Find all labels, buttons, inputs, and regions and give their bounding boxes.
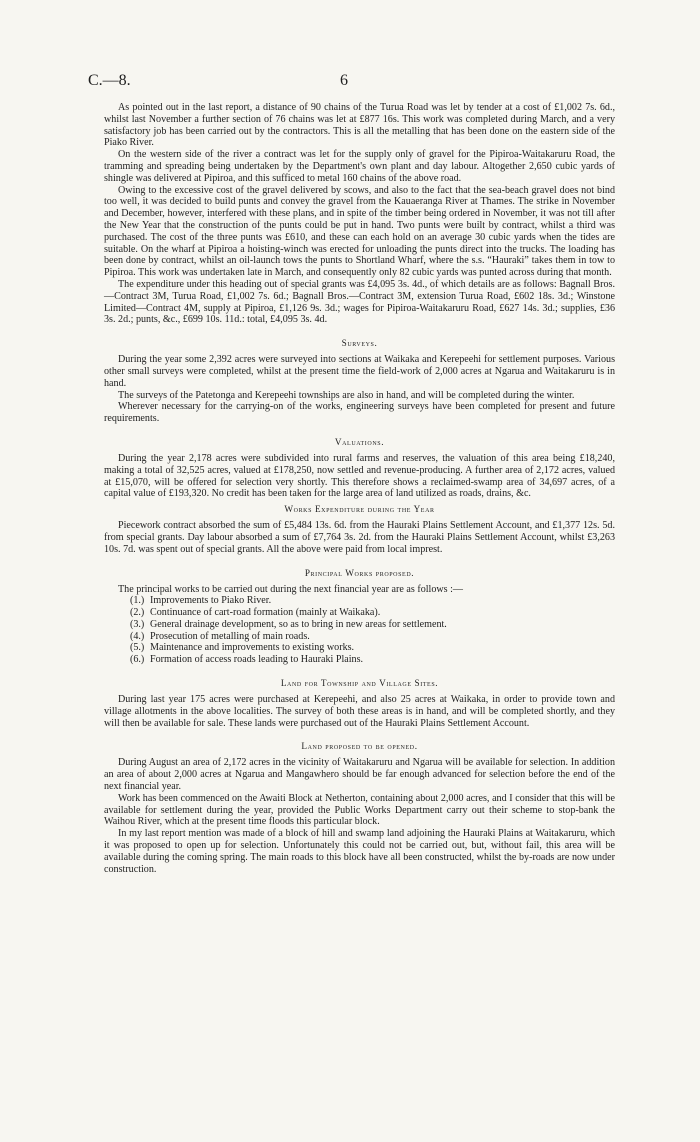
section-valuations [104, 437, 615, 500]
list-item [130, 607, 615, 619]
section-land-proposed [104, 741, 615, 875]
list-number: (1.) [130, 595, 145, 607]
section-heading: Land for Township and Village Sites. [280, 678, 439, 689]
list-text: Prosecution of metalling of main roads. [150, 630, 310, 642]
list-item [130, 642, 615, 654]
list-number: (2.) [130, 607, 145, 619]
paragraph: Wherever necessary for the carrying-on of the works, engineering surveys have been completed for present and future requirements. [104, 401, 615, 425]
list-text: Improvements to Piako River. [150, 595, 272, 607]
section-surveys [104, 338, 615, 425]
list-text: General drainage development, so as to bring in new areas for settlement. [150, 618, 447, 630]
section-heading: Works Expenditure during the Year [284, 504, 435, 515]
page-number: 6 [340, 72, 348, 89]
section-heading: Surveys. [341, 338, 378, 349]
paragraph: During last year 175 acres were purchased at Kerepeehi, and also 25 acres at Waikaka, in order to provide town and village allotments in the above localities. The survey of both these areas is in hand, and will be completed shortly, and they will then be available for sale. These lands were purchased out of the Hauraki Plains Settlement Account. [104, 694, 615, 729]
section-heading: Valuations. [334, 436, 385, 447]
list-number: (4.) [130, 630, 145, 642]
paragraph: The surveys of the Patetonga and Kerepeehi townships are also in hand, and will be completed during the winter. [118, 389, 575, 401]
section-heading: Land proposed to be opened. [301, 741, 418, 752]
paragraph: Piecework contract absorbed the sum of £5,484 13s. 6d. from the Hauraki Plains Settlement Account, and £1,377 12s. 5d. from special grants. Day labour absorbed a sum of £7,764 3s. 2d. from the Hauraki Plains Settlement Account, whilst £3,263 10s. 7d. was spent out of special grants. All the above were paid from local imprest. [104, 520, 615, 555]
list-number: (5.) [130, 642, 145, 654]
list-item [130, 654, 615, 666]
list-text: Formation of access roads leading to Hauraki Plains. [150, 654, 364, 666]
paragraph: The principal works to be carried out during the next financial year are as follows :— [118, 583, 464, 595]
works-list [130, 595, 615, 666]
list-item [130, 595, 615, 607]
list-item [130, 631, 615, 643]
section-heading: Principal Works proposed. [304, 567, 415, 578]
paragraph: In my last report mention was made of a block of hill and swamp land adjoining the Hauraki Plains at Waitakaruru, which it was proposed to open up for selection. Unfortunately this could not be carried out, but, without fail, this area will be available during the coming spring. The main roads to this block have all been constructed, whilst the by-roads are now under construction. [104, 828, 615, 875]
list-number: (3.) [130, 618, 145, 630]
section-township-sites [104, 678, 615, 729]
list-item [130, 619, 615, 631]
paragraph: As pointed out in the last report, a distance of 90 chains of the Turua Road was let by tender at a cost of £1,002 7s. 6d., whilst last November a further section of 76 chains was let at £877 16s. This work was completed during March, and a very satisfactory job has been carried out by the contractors. This is all the metalling that has been done on the eastern side of the Piako River. [104, 102, 615, 149]
list-number: (6.) [130, 654, 145, 666]
section-principal-works [104, 568, 615, 667]
paragraph: During August an area of 2,172 acres in the vicinity of Waitakaruru and Ngarua will be available for selection. In addition an area of about 2,000 acres at Ngarua and Mangawhero should be far enough advanced for selection before the end of the next financial year. [104, 757, 615, 793]
paragraph: On the western side of the river a contract was let for the supply only of gravel for the Pipiroa-Waitakaruru Road, the tramming and spreading being undertaken by the Department's own plant and day labour. Altogether 2,650 cubic yards of shingle was delivered at Pipiroa, and this sufficed to metal 160 chains of the above road. [104, 149, 615, 184]
document-reference: C.—8. [88, 72, 131, 89]
list-text: Continuance of cart-road formation (mainly at Waikaka). [150, 607, 381, 619]
paragraph: Work has been commenced on the Awaiti Block at Netherton, containing about 2,000 acres, and I consider that this will be available for settlement during the year, provided the Public Works Department carry out their scheme to stop-bank the Waihou River, which at the present time floods this particular block. [104, 792, 615, 828]
section-metalling [104, 102, 615, 326]
paragraph: Owing to the excessive cost of the gravel delivered by scows, and also to the fact that the sea-beach gravel does not bind too well, it was decided to build punts and convey the gravel from the Kauaeranga River at Thames. The strike in November and December, however, interfered with these plans, and in spite of the timber being ordered in November, it was not till after the New Year that the construction of the punts could be put in hand. Two punts were built by contract, whilst a third was purchased. The cost of the three punts was £610, and these can each hold on an average 30 cubic yards when the tides are suitable. On the wharf at Pipiroa a hoisting-winch was erected for unloading the punts direct into the trucks. The loading has been done by contract, whilst an oil-launch tows the punts to Shortland Wharf, where the s.s. “Hauraki” takes them in tow to Pipiroa. This work was undertaken late in March, and consequently only 82 cubic yards was punted across during that month. [104, 184, 615, 279]
document-body [104, 102, 615, 875]
paragraph: The expenditure under this heading out of special grants was £4,095 3s. 4d., of which details are as follows: Bagnall Bros.—Contract 3M, Turua Road, £1,002 7s. 6d.; Bagnall Bros.—Contract 3M, extension Turua Road, £602 18s. 3d.; Winstone Limited—Contract 4M, supply at Pipiroa, £1,126 9s. 3d.; wages for Pipiroa-Waitakaruru Road, £627 14s. 3d.; supplies, £36 3s. 2d.; punts, &c., £699 10s. 11d.: total, £4,095 3s. 4d. [104, 278, 615, 326]
section-works-expenditure [104, 504, 615, 555]
paragraph: During the year some 2,392 acres were surveyed into sections at Waikaka and Kerepeehi for settlement purposes. Various other small surveys were completed, whilst at the present time the field-work of 2,000 acres at Ngarua and Waitakaruru is in hand. [104, 354, 615, 389]
page-header [88, 72, 612, 92]
paragraph: During the year 2,178 acres were subdivided into rural farms and reserves, the valuation of this area being £18,240, making a total of 32,525 acres, valued at £178,250, now settled and revenue-producing. A further area of 2,172 acres, valued at £15,070, will be offered for selection very shortly. This therefore shows a reclaimed-swamp area of 34,697 acres, of a capital value of £193,320. No credit has been taken for the large area of land utilized as roads, drains, &c. [104, 452, 615, 500]
list-text: Maintenance and improvements to existing works. [150, 642, 355, 654]
